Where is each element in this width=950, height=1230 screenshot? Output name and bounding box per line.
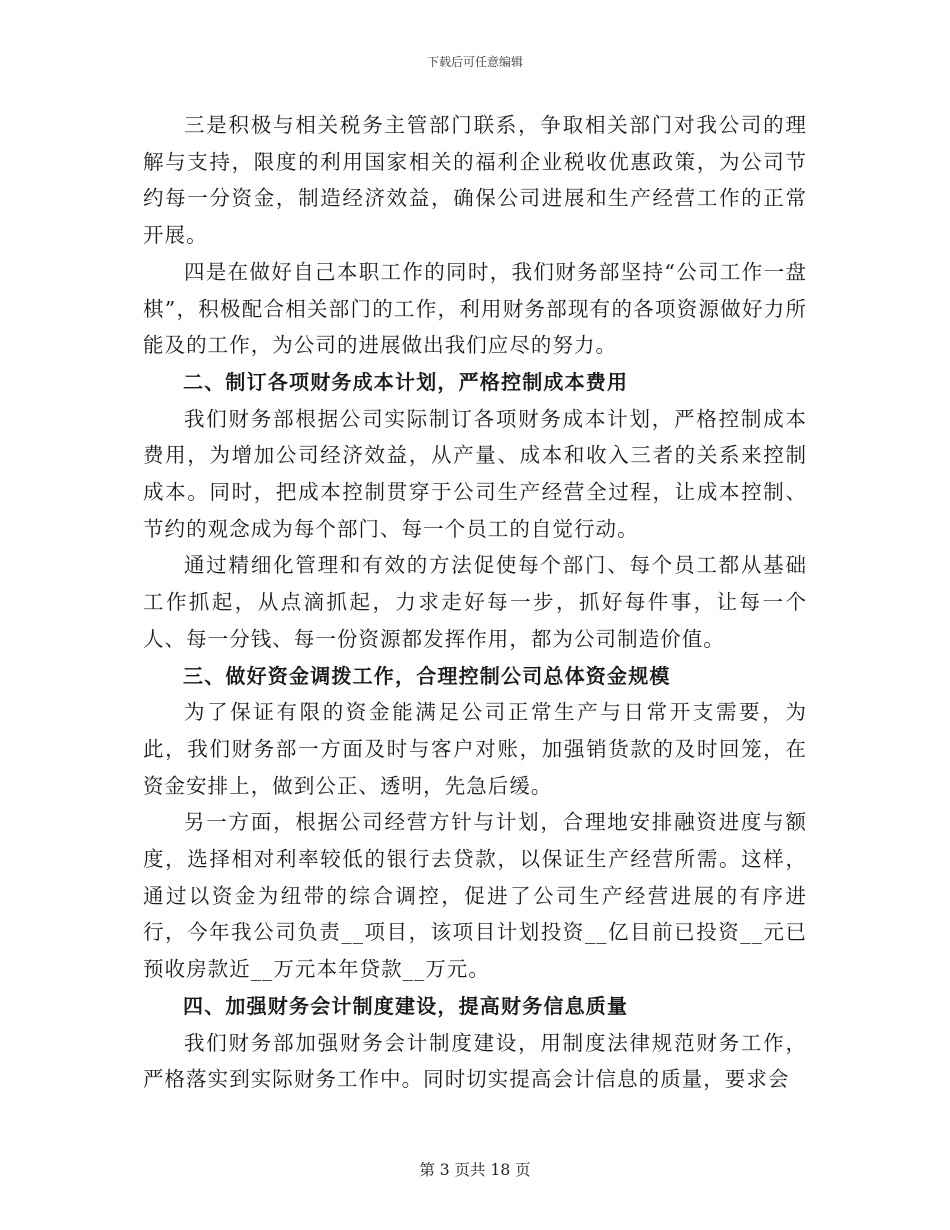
section-heading: 三、做好资金调拨工作，合理控制公司总体资金规模 (183, 663, 671, 688)
paragraph: 四是在做好自己本职工作的同时，我们财务部坚持“公司工作一盘棋”，积极配合相关部门的工作，利用财务部现有的各项资源做好力所能及的工作，为公司的进展做出我们应尽的努力。 (143, 259, 807, 358)
paragraph: 另一方面，根据公司经营方针与计划，合理地安排融资进度与额度，选择相对利率较低的银行去贷款，以保证生产经营所需。这样，通过以资金为纽带的综合调控，促进了公司生产经营进展的有序进行，今年我公司负责__项目，该项目计划投资__亿目前已投资__元已预收房款近__万元本年贷款__万元。 (143, 810, 807, 982)
paragraph: 三是积极与相关税务主管部门联系，争取相关部门对我公司的理解与支持，限度的利用国家相关的福利企业税收优惠政策，为公司节约每一分资金，制造经济效益，确保公司进展和生产经营工作的正常开展。 (143, 113, 807, 248)
paragraph: 通过精细化管理和有效的方法促使每个部门、每个员工都从基础工作抓起，从点滴抓起，力求走好每一步，抓好每件事，让每一个人、每一分钱、每一份资源都发挥作用，都为公司制造价值。 (143, 553, 807, 651)
paragraph: 为了保证有限的资金能满足公司正常生产与日常开支需要，为此，我们财务部一方面及时与客户对账，加强销货款的及时回笼，在资金安排上，做到公正、透明，先急后缓。 (143, 700, 807, 798)
page-footer: 第 3 页共 18 页 (419, 1161, 531, 1179)
section-heading: 二、制订各项财务成本计划，严格控制成本费用 (183, 369, 629, 394)
paragraph: 我们财务部根据公司实际制订各项财务成本计划，严格控制成本费用，为增加公司经济效益，从产量、成本和收入三者的关系来控制成本。同时，把成本控制贯穿于公司生产经营全过程，让成本控制、节约的观念成为每个部门、每一个员工的自觉行动。 (143, 406, 807, 541)
paragraph: 我们财务部加强财务会计制度建设，用制度法律规范财务工作，严格落实到实际财务工作中。同时切实提高会计信息的质量，要求会 (143, 1030, 807, 1092)
document-body (143, 107, 807, 1098)
section-heading: 四、加强财务会计制度建设，提高财务信息质量 (183, 993, 629, 1018)
page-header: 下载后可任意编辑 (426, 55, 523, 69)
